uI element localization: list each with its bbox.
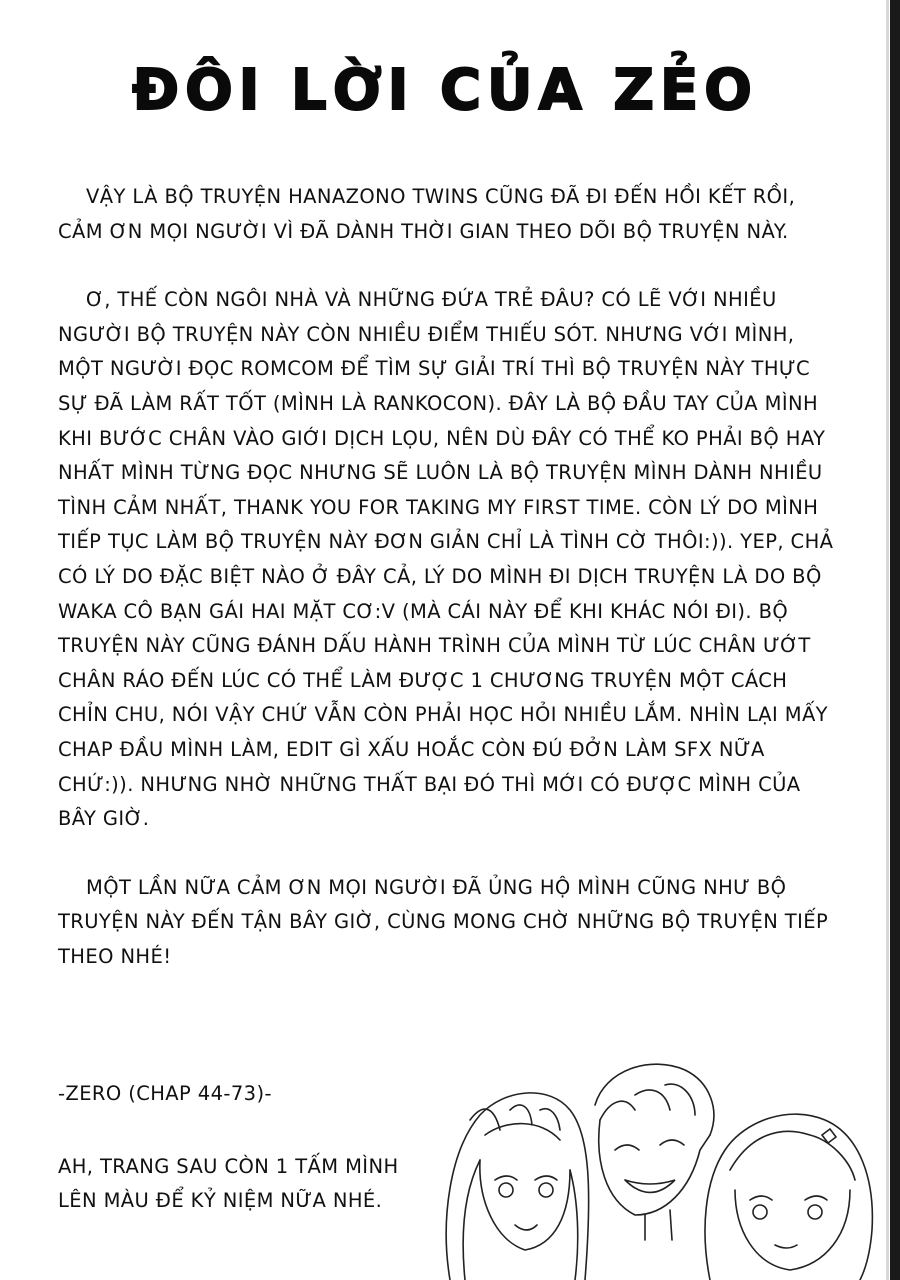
closing-note: AH, TRANG SAU CÒN 1 TẤM MÌNH LÊN MÀU ĐỂ KỶ NIỆM NỮA NHÉ. [58, 1155, 399, 1212]
page-edge-border [890, 0, 900, 1280]
character-sketch-illustration [410, 1040, 890, 1280]
boy-middle-sketch [595, 1064, 714, 1240]
paragraph-thanks: MỘT LẦN NỮA CẢM ƠN MỌI NGƯỜI ĐÃ ỦNG HỘ MÌNH CŨNG NHƯ BỘ TRUYỆN NÀY ĐẾN TẬN BÂY GIỜ, CÙNG MONG CHỜ NHỮNG BỘ TRUYỆN TIẾP THEO NHÉ! [58, 875, 829, 968]
paragraph-main: Ơ, THẾ CÒN NGÔI NHÀ VÀ NHỮNG ĐỨA TRẺ ĐÂU? CÓ LẼ VỚI NHIỀU NGƯỜI BỘ TRUYỆN NÀY CÒN NHIỀU ĐIỂM THIẾU SÓT. NHƯNG VỚI MÌNH, MỘT NGƯỜI ĐỌC ROMCOM ĐỂ TÌM SỰ GIẢI TRÍ THÌ BỘ TRUYỆN NÀY THỰC SỰ ĐÃ LÀM RẤT TỐT (MÌNH LÀ RANKOCON). ĐÂY LÀ BỘ ĐẦU TAY CỦA MÌNH KHI BƯỚC CHÂN VÀO GIỚI DỊCH LỌU, NÊN DÙ ĐÂY CÓ THỂ KO PHẢI BỘ HAY NHẤT MÌNH TỪNG ĐỌC NHƯNG SẼ LUÔN LÀ BỘ TRUYỆN MÌNH DÀNH NHIỀU TÌNH CẢM NHẤT, THANK YOU FOR TAKING MY FIRST TIME. CÒN LÝ DO MÌNH TIẾP TỤC LÀM BỘ TRUYỆN NÀY ĐƠN GIẢN CHỈ LÀ TÌNH CỜ THÔI:)). YEP, CHẢ CÓ LÝ DO ĐẶC BIỆT NÀO Ở ĐÂY CẢ, LÝ DO MÌNH ĐI DỊCH TRUYỆN LÀ DO BỘ WAKA CÔ BẠN GÁI HAI MẶT CƠ:V (MÀ CÁI NÀY ĐỂ KHI KHÁC NÓI ĐI). BỘ TRUYỆN NÀY CŨNG ĐÁNH DẤU HÀNH TRÌNH CỦA MÌNH TỪ LÚC CHÂN ƯỚT CHÂN RÁO ĐẾN LÚC CÓ THỂ LÀM ĐƯỢC 1 CHƯƠNG TRUYỆN MỘT CÁCH CHỈN CHU, NÓI VẬY CHỨ VẪN CÒN PHẢI HỌC HỎI NHIỀU LẮM. NHÌN LẠI MẤY CHAP ĐẦU MÌNH LÀM, EDIT GÌ XẤU HOẮC CÒN ĐÚ ĐỞN LÀM SFX NỮA CHỨ:)). NHƯNG NHỜ NHỮNG THẤT BẠI ĐÓ THÌ MỚI CÓ ĐƯỢC MÌNH CỦA BÂY GIỜ. [58, 288, 834, 831]
paragraph-intro: VẬY LÀ BỘ TRUYỆN HANAZONO TWINS CŨNG ĐÃ ĐI ĐẾN HỒI KẾT RỒI, CẢM ƠN MỌI NGƯỜI VÌ ĐÃ DÀNH THỜI GIAN THEO DÕI BỘ TRUYỆN NÀY. [58, 185, 796, 243]
girl-right-sketch [705, 1114, 872, 1280]
letter-body [58, 180, 838, 1008]
page-title: ĐÔI LỜI CỦA ZẺO [132, 58, 758, 123]
signature: -ZERO (CHAP 44-73)- [58, 1082, 272, 1105]
girl-left-sketch [446, 1093, 588, 1280]
